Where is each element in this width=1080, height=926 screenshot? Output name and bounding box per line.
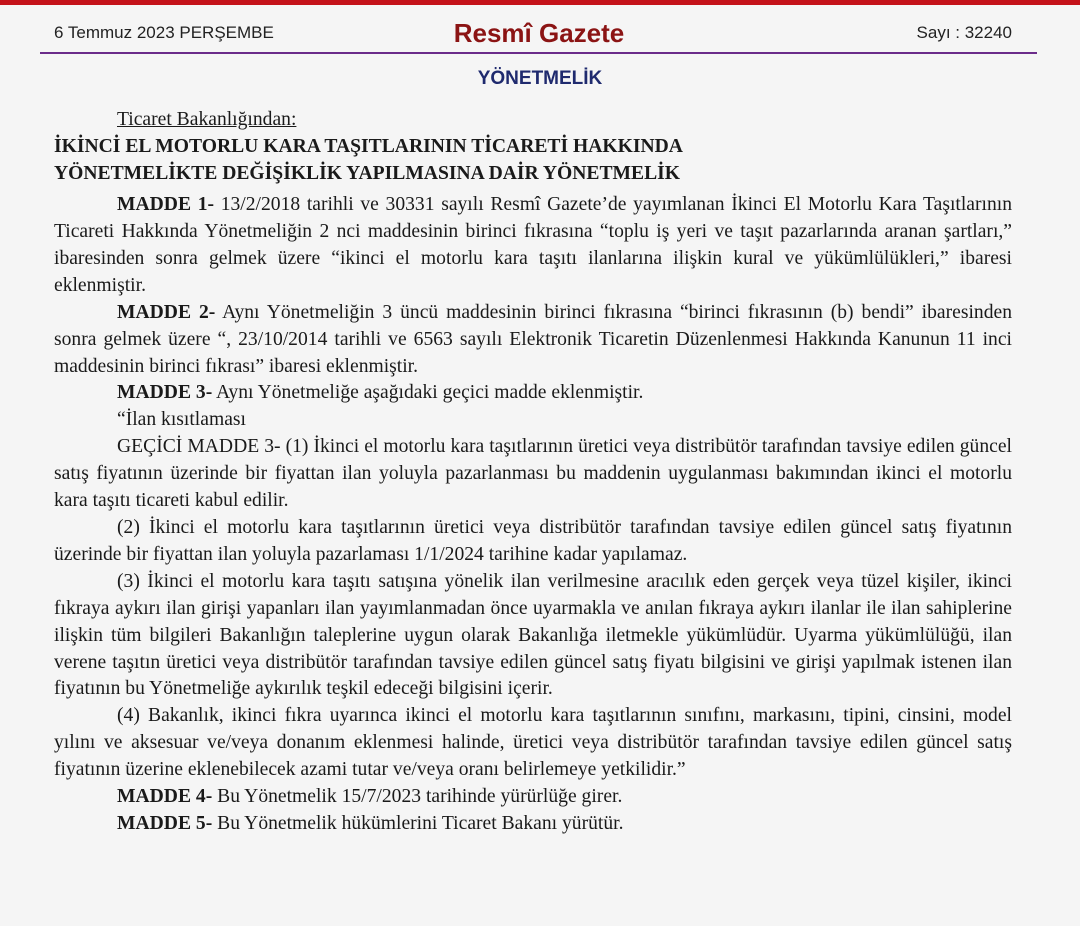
article-4-text: Bu Yönetmelik 15/7/2023 tarihinde yürürlüğe girer. [212,786,623,808]
provisional-para-4: (4) Bakanlık, ikinci fıkra uyarınca ikinci el motorlu kara taşıtlarının sınıfını, markasını, tipini, cinsini, model yılını ve aksesuar ve/veya donanım eklenmesi halinde, üretici veya distribütör tarafından tavsiye edilen güncel satış fiyatının üzerine eklenebilecek azami tutar ve/veya oranı belirlemeye yetkilidir.” [54,705,1012,781]
article-1-text: 13/2/2018 tarihli ve 30331 sayılı Resmî Gazete’de yayımlanan İkinci El Motorlu Kara Taşıtlarının Ticareti Hakkında Yönetmeliğin 2 nci maddesinin birinci fıkrasına “toplu iş yeri ve taşıt pazarlarında aranan şartları,” ibaresinden sonra gelmek üzere “ikinci el motorlu kara taşıtı ilanlarına ilişkin kural ve yükümlülükleri,” ibaresi eklenmiştir. [54,194,1013,296]
ministry-name: Ticaret Bakanlığından: [117,109,297,130]
article-3 [54,380,1012,407]
regulation-body [54,107,1012,838]
article-4-label: MADDE 4- [117,786,213,808]
title-line-2: YÖNETMELİKTE DEĞİŞİKLİK YAPILMASINA DAİR YÖNETMELİK [54,162,681,184]
article-3-label: MADDE 3- [117,382,213,404]
issue-number: Sayı : 32240 [916,23,1012,42]
article-1-label: MADDE 1- [117,194,215,216]
top-accent-bar [0,0,1080,5]
article-2-text: Aynı Yönetmeliğin 3 üncü maddesinin birinci fıkrasına “birinci fıkrasının (b) bendi” ibaresinden sonra gelmek üzere “, 23/10/2014 tarihli ve 6563 sayılı Elektronik Ticaretin Düzenlenmesi Hakkında Kanunun 11 inci maddesinin birinci fıkrası” ibaresi eklenmiştir. [54,301,1012,377]
article-5-label: MADDE 5- [117,812,213,834]
regulation-title [54,134,1012,187]
article-5 [54,811,1012,838]
provisional-heading: “İlan kısıtlaması [117,409,246,431]
header-date: 6 Temmuz 2023 PERŞEMBE [54,23,274,42]
article-4 [54,784,1012,811]
article-5-text: Bu Yönetmelik hükümlerini Ticaret Bakanı yürütür. [212,812,624,834]
title-line-1: İKİNCİ EL MOTORLU KARA TAŞITLARININ TİCARETİ HAKKINDA [54,135,683,157]
section-heading: YÖNETMELİK [477,68,603,89]
gazette-header [54,18,1024,52]
provisional-para-2: (2) İkinci el motorlu kara taşıtlarının üretici veya distribütör tarafından tavsiye edilen güncel satış fiyatının üzerinde bir fiyattan ilan yoluyla pazarlaması 1/1/2024 tarihine kadar yapılamaz. [54,516,1012,565]
provisional-para-1: GEÇİCİ MADDE 3- (1) İkinci el motorlu kara taşıtlarının üretici veya distribütör tarafından tavsiye edilen güncel satış fiyatının üzerinde bir fiyattan ilan yoluyla pazarlanması bu maddenin uygulanması bakımından ikinci el motorlu kara taşıtı ticareti kabul edilir. [54,436,1012,512]
provisional-para-3: (3) İkinci el motorlu kara taşıtı satışına yönelik ilan verilmesine aracılık eden gerçek veya tüzel kişiler, ikinci fıkraya aykırı ilan girişi yapanları ilan yayımlanmadan önce uyarmakla ve anılan fıkraya aykırı ilanlar ile ilan sahiplerine ilişkin tüm bilgileri Bakanlığın taleplerine uygun olarak Bakanlığa iletmekle yükümlüdür. Uyarma yükümlülüğü, ilan verene taşıtın üretici veya distribütör tarafından tavsiye edilen güncel satış fiyatı bilgisini ve girişi yapılmak istenen ilan fiyatının bu Yönetmeliğe aykırılık teşkil edeceği bilgisini içerir. [54,570,1012,700]
article-3-text: Aynı Yönetmeliğe aşağıdaki geçici madde eklenmiştir. [212,382,644,404]
article-2 [54,300,1012,381]
article-1 [54,192,1012,300]
article-2-label: MADDE 2- [117,301,216,323]
gazette-title: Resmî Gazete [453,18,625,48]
header-divider [40,52,1037,54]
